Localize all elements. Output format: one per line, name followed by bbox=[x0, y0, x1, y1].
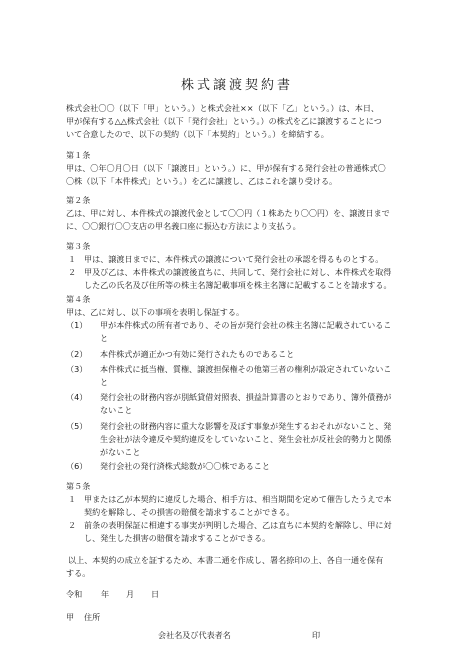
article-4-item-text: がないこと bbox=[100, 447, 141, 457]
article-4-item-text: 生会社が法令違反や契約違反をしていないこと、発生会社が反社会的勢力と関係 bbox=[100, 434, 392, 444]
article-3-item-text: 甲は、譲渡日までに、本件株式の譲渡について発行会社の承認を得るものとする。 bbox=[84, 254, 384, 264]
document-title: 株式譲渡契約書 bbox=[180, 78, 293, 93]
article-3-item-text: 甲及び乙は、本件株式の譲渡後直ちに、共同して、発行会社に対し、本件株式を取得 bbox=[84, 267, 392, 277]
article-2-line: 乙は、甲に対し、本件株式の譲渡代金として〇〇円（１株あたり〇〇円）を、譲渡日まで bbox=[66, 208, 390, 218]
article-3-item-number: ２ bbox=[68, 267, 77, 277]
article-3-heading: 第３条 bbox=[66, 241, 91, 251]
article-4-item-number: （4） bbox=[66, 392, 88, 402]
article-4-item-text: と bbox=[100, 333, 109, 343]
address-label: 住所 bbox=[84, 612, 101, 622]
article-4-item-number: （2） bbox=[66, 349, 88, 359]
article-5-item-number: ２ bbox=[68, 520, 77, 530]
preamble-line: 甲が保有する△△株式会社（以下「発行会社」という。）の株式を乙に譲渡することにつ bbox=[66, 116, 382, 126]
article-4-item-number: （5） bbox=[66, 421, 88, 431]
closing-line: 以上、本契約の成立を証するため、本書二通を作成し、署名捺印の上、各自一通を保有 bbox=[68, 555, 384, 565]
article-4-item-text: 発行会社の財務内容に重大な影響を及ぼす事象が発生するおそれがないこと、発 bbox=[100, 421, 392, 431]
article-5-heading: 第５条 bbox=[66, 481, 91, 491]
article-3-item-number: １ bbox=[68, 254, 77, 264]
article-2-heading: 第２条 bbox=[66, 195, 91, 205]
article-4-item-text: ないこと bbox=[100, 405, 133, 415]
article-4-item-text: 甲が本件株式の所有者であり、その旨が発行会社の株主名簿に記載されているこ bbox=[100, 320, 392, 330]
article-4-item-text: 発行会社の発行済株式総数が〇〇株であること bbox=[100, 461, 270, 471]
party-label: 甲 bbox=[66, 612, 75, 622]
preamble-line: 株式会社〇〇（以下「甲」という。）と株式会社××（以下「乙」という。）は、本日、 bbox=[66, 103, 380, 113]
company-representative-label: 会社名及び代表者名 bbox=[158, 630, 231, 640]
article-5-item-number: １ bbox=[68, 494, 77, 504]
date-day: 日 bbox=[151, 589, 160, 599]
article-4-item-number: （1） bbox=[66, 320, 88, 330]
preamble-line: いて合意したので、以下の契約（以下「本契約」という。）を締結する。 bbox=[66, 129, 329, 139]
article-2-line: に、〇〇銀行〇〇支店の甲名義口座に振込む方法により支払う。 bbox=[66, 221, 301, 231]
seal-label: 印 bbox=[312, 630, 321, 640]
article-1-line: 甲は、〇年〇月〇日（以下「譲渡日」という。）に、甲が保有する発行会社の普通株式〇 bbox=[66, 163, 386, 173]
date-month: 月 bbox=[126, 589, 135, 599]
article-4-item-text: 発行会社の財務内容が別紙貸借対照表、損益計算書のとおりであり、簿外債務が bbox=[100, 392, 392, 402]
article-5-item-text: 前条の表明保証に相違する事実が判明した場合、乙は直ちに本契約を解除し、甲に対 bbox=[84, 520, 392, 530]
article-3-item-text: した乙の氏名及び住所等の株主名簿記載事項を株主名簿に記載することを請求する。 bbox=[84, 280, 392, 290]
closing-line: する。 bbox=[66, 568, 91, 578]
article-4-item-number: （3） bbox=[66, 364, 88, 374]
article-4-heading: 第４条 bbox=[66, 294, 91, 304]
article-4-item-text: と bbox=[100, 377, 109, 387]
date-year: 年 bbox=[101, 589, 110, 599]
article-4-item-number: （6） bbox=[66, 461, 88, 471]
article-1-line: 〇株（以下「本件株式」という。）を乙に譲渡し、乙はこれを譲り受ける。 bbox=[66, 176, 338, 186]
date-era: 令和 bbox=[66, 589, 83, 599]
article-5-item-text: し、発生した損害の賠償を請求することができる。 bbox=[84, 533, 271, 543]
article-4-intro: 甲は、乙に対し、以下の事項を表明し保証する。 bbox=[66, 307, 245, 317]
article-4-item-text: 本件株式が適正かつ有効に発行されたものであること bbox=[100, 349, 295, 359]
article-4-item-text: 本件株式に抵当権、質権、譲渡担保権その他第三者の権利が設定されていないこ bbox=[100, 364, 392, 374]
article-5-item-text: 契約を解除し、その損害の賠償を請求することができる。 bbox=[84, 507, 295, 517]
article-5-item-text: 甲または乙が本契約に違反した場合、相手方は、相当期間を定めて催告したうえで本 bbox=[84, 494, 392, 504]
article-1-heading: 第１条 bbox=[66, 150, 91, 160]
